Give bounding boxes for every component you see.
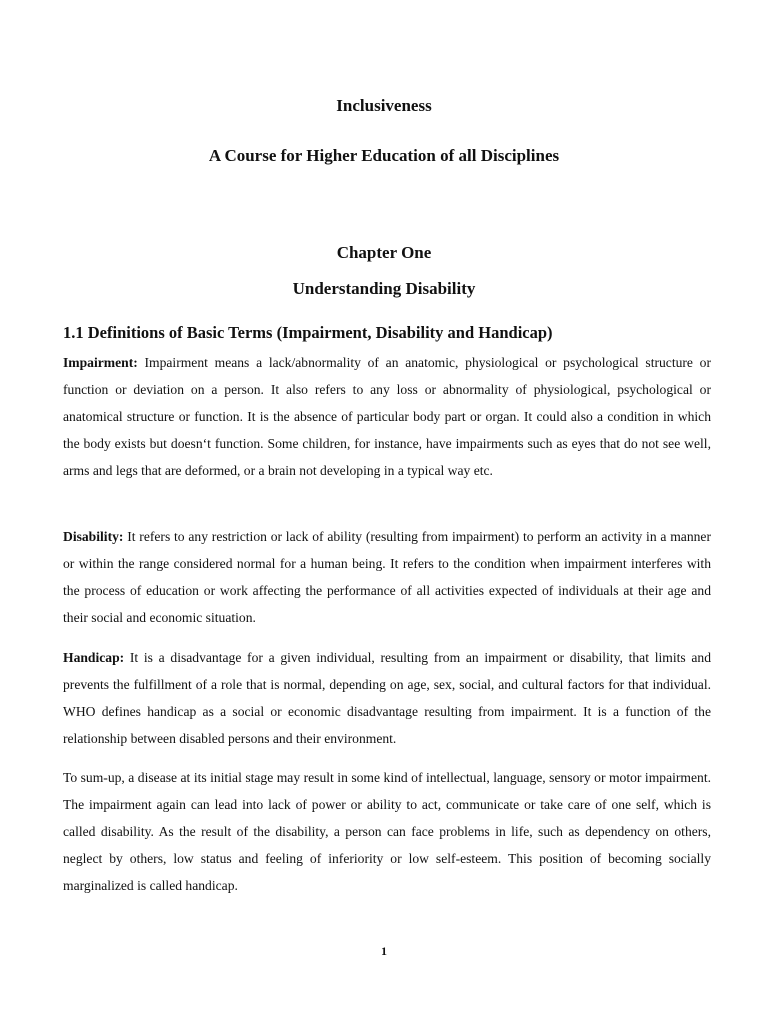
document-title: Inclusiveness xyxy=(336,96,432,115)
paragraph-summary xyxy=(63,764,711,899)
document-subtitle: A Course for Higher Education of all Disciplines xyxy=(208,146,560,165)
term-disability: Disability: xyxy=(63,529,124,544)
paragraph-text: Impairment means a lack/abnormality of an anatomic, physiological or psychological structure or function or deviation on a person. It also refers to any loss or abnormality of physiological, psychological or anatomical structure or function. It is the absence of particular body part or organ. It could also a condition in which the body exists but doesn‘t function. Some children, for instance, have impairments such as eyes that do not see well, arms and legs that are deformed, or a brain not developing in a typical way etc. xyxy=(63,355,711,479)
term-handicap: Handicap: xyxy=(63,650,125,665)
paragraph-impairment xyxy=(63,349,711,484)
paragraph-handicap xyxy=(63,644,711,752)
paragraph-text: It refers to any restriction or lack of ability (resulting from impairment) to perform an activity in a manner or within the range considered normal for a human being. It refers to the condition when impairment interferes with the process of education or work affecting the performance of all activities expected of individuals at their age and their social and economic situation. xyxy=(63,529,711,626)
paragraph-text: To sum-up, a disease at its initial stage may result in some kind of intellectual, language, sensory or motor impairment. The impairment again can lead into lack of power or ability to act, communicate or take care of one self, which is called disability. As the result of the disability, a person can face problems in life, such as dependency on others, neglect by others, low status and feeling of inferiority or low self-esteem. This position of becoming socially marginalized is called handicap. xyxy=(63,770,711,894)
section-heading: 1.1 Definitions of Basic Terms (Impairment, Disability and Handicap) xyxy=(63,323,553,342)
term-impairment: Impairment: xyxy=(63,355,138,370)
chapter-label: Chapter One xyxy=(336,243,432,262)
paragraph-text: It is a disadvantage for a given individual, resulting from an impairment or disability, that limits and prevents the fulfillment of a role that is normal, depending on age, sex, social, and cultural factors for that individual. WHO defines handicap as a social or economic disadvantage resulting from impairment. It is a function of the relationship between disabled persons and their environment. xyxy=(63,650,711,747)
chapter-title: Understanding Disability xyxy=(292,279,476,298)
paragraph-disability xyxy=(63,523,711,631)
page-number: 1 xyxy=(381,944,387,958)
